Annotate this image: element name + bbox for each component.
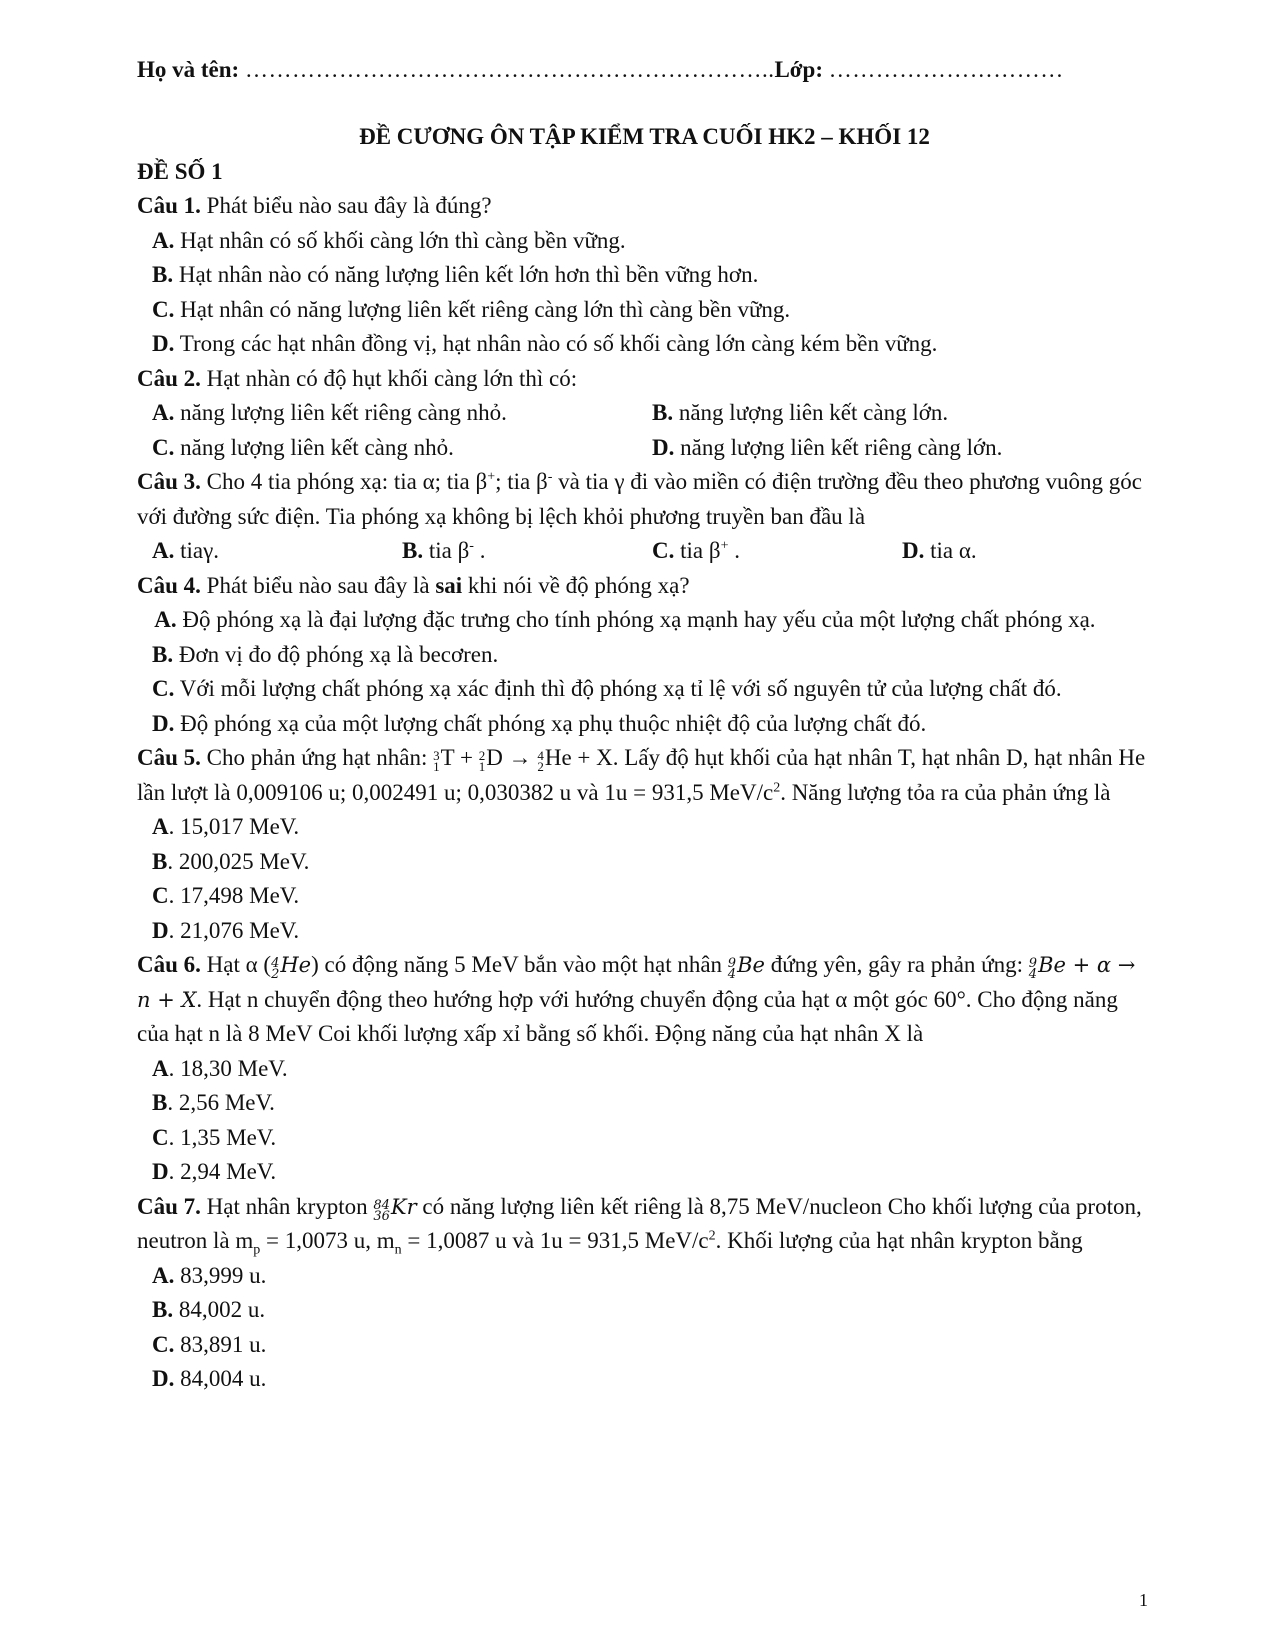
question-1: [137, 189, 1152, 224]
question-4: [137, 569, 1152, 604]
question-text: . Năng lượng tỏa ra của phản ứng là: [780, 779, 1111, 805]
class-label: Lớp:: [774, 57, 823, 82]
q7-option-d[interactable]: D. 84,004 u.: [152, 1366, 267, 1391]
option-text: 83,891 u.: [180, 1331, 267, 1357]
question-emphasis: sai: [435, 572, 463, 598]
q5-option-b[interactable]: B. 200,025 MeV.: [152, 848, 310, 874]
q7-option-c[interactable]: C. 83,891 u.: [152, 1331, 267, 1357]
option-text: năng lượng liên kết riêng càng nhỏ.: [180, 400, 507, 425]
question-label: Câu 6.: [137, 952, 201, 977]
question-text: . Lấy độ hụt khối của hạt nhân T, hạt nhân D, hạt nhân He lần lượt là 0,009106 u; 0,002491 u; 0,030382 u và 1u = 931,5 MeV/c: [137, 745, 1146, 805]
option-text: tia β: [680, 538, 721, 563]
q4-option-c[interactable]: C. Với mỗi lượng chất phóng xạ xác định thì độ phóng xạ tỉ lệ với số nguyên tử của lượng chất đó.: [152, 676, 1062, 701]
helium-nuclide: 4 2 He: [271, 953, 312, 982]
q2-option-a[interactable]: A. năng lượng liên kết riêng càng nhỏ.: [152, 400, 507, 425]
question-text: Cho phản ứng hạt nhân:: [200, 745, 434, 770]
q6-option-b[interactable]: B. 2,56 MeV.: [152, 1090, 275, 1115]
q3-option-a[interactable]: A. tiaγ.: [152, 538, 220, 563]
option-text: Độ phóng xạ của một lượng chất phóng xạ phụ thuộc nhiệt độ của lượng chất đó.: [180, 710, 927, 736]
q6-option-a[interactable]: A. 18,30 MeV.: [152, 1055, 288, 1081]
option-text: Hạt nhân có năng lượng liên kết riêng càng lớn thì càng bền vững.: [180, 296, 791, 322]
q1-option-a[interactable]: A. Hạt nhân có số khối càng lớn thì càng bền vững.: [152, 227, 626, 253]
q1-option-c[interactable]: C. Hạt nhân có năng lượng liên kết riêng càng lớn thì càng bền vững.: [152, 296, 791, 322]
option-text: tia β: [428, 538, 470, 563]
name-label: Họ và tên:: [137, 57, 240, 82]
question-label: Câu 2.: [137, 365, 201, 391]
q3-options-row: [137, 534, 1152, 569]
q4-option-a[interactable]: A. Độ phóng xạ là đại lượng đặc trưng cho tính phóng xạ mạnh hay yếu của một lượng chất phóng xạ.: [154, 607, 1096, 632]
name-field[interactable]: …………………………………………………………..: [244, 57, 775, 82]
class-field[interactable]: …………………………: [828, 57, 1064, 82]
question-text: Hạt nhàn có độ hụt khối càng lớn thì có:: [200, 365, 578, 391]
question-2: [137, 362, 1152, 397]
question-label: Câu 5.: [137, 745, 201, 770]
q5-option-c[interactable]: C. 17,498 MeV.: [152, 883, 300, 908]
question-text: ) có động năng 5 MeV bắn vào một hạt nhân: [311, 952, 728, 977]
option-text: 200,025 MeV.: [178, 848, 310, 874]
option-text: năng lượng liên kết càng lớn.: [678, 400, 949, 425]
question-text: Hạt nhân krypton: [200, 1193, 374, 1219]
page-title: ĐỀ CƯƠNG ÔN TẬP KIỂM TRA CUỐI HK2 – KHỐI 12: [359, 124, 930, 149]
q7-option-b[interactable]: B. 84,002 u.: [152, 1297, 266, 1322]
question-text: Cho 4 tia phóng xạ: tia α; tia β: [200, 469, 488, 494]
question-text: Phát biểu nào sau đây là đúng?: [200, 193, 492, 218]
option-text: Trong các hạt nhân đồng vị, hạt nhân nào có số khối càng lớn càng kém bền vững.: [179, 331, 938, 356]
q2-options-row-2: [137, 431, 1152, 466]
option-text: 1,35 MeV.: [180, 1124, 277, 1150]
question-text: và tia γ đi vào miền có điện trường đều theo phương vuông góc với đường sức điện. Tia phóng xạ không bị lệch khỏi phương truyền ban đầu là: [137, 469, 1142, 529]
option-text: năng lượng liên kết riêng càng lớn.: [680, 434, 1003, 460]
q6-option-d[interactable]: D. 2,94 MeV.: [152, 1159, 277, 1184]
q2-options-row-1: [137, 396, 1152, 431]
q1-option-d[interactable]: D. Trong các hạt nhân đồng vị, hạt nhân nào có số khối càng lớn càng kém bền vững.: [152, 331, 938, 356]
question-label: Câu 3.: [137, 469, 201, 494]
question-text: = 1,0087 u và 1u = 931,5 MeV/c: [401, 1228, 709, 1253]
option-text: tiaγ.: [180, 538, 220, 563]
question-text: khi nói về độ phóng xạ?: [462, 572, 690, 598]
question-text: . Hạt n chuyển động theo hướng hợp với hướng chuyển động của hạt α một góc 60°. Cho động năng của hạt n là 8 MeV Coi khối lượng xấp xỉ bằng số khối. Động năng của hạt nhân X là: [137, 986, 1118, 1046]
option-text: 21,076 MeV.: [180, 917, 300, 943]
document-body: [137, 53, 1152, 1397]
option-text: 2,56 MeV.: [178, 1090, 275, 1115]
page-number: 1: [1139, 1590, 1148, 1610]
question-text: đứng yên, gây ra phản ứng:: [764, 952, 1029, 977]
option-text: 2,94 MeV.: [180, 1159, 277, 1184]
option-text: 83,999 u.: [180, 1262, 267, 1288]
q6-option-c[interactable]: C. 1,35 MeV.: [152, 1124, 277, 1150]
q3-option-b[interactable]: B. tia β- .: [402, 538, 486, 563]
q2-option-b[interactable]: B. năng lượng liên kết càng lớn.: [652, 400, 949, 425]
option-text: 17,498 MeV.: [180, 883, 300, 908]
q5-option-a[interactable]: A. 15,017 MeV.: [152, 814, 300, 839]
question-text: = 1,0073 u, m: [260, 1228, 395, 1253]
option-text: Hạt nhân có số khối càng lớn thì càng bền vững.: [180, 227, 626, 253]
question-3: Câu 3. Cho 4 tia phóng xạ: tia α; tia β+; tia β- và tia γ đi vào miền có điện trường đều theo phương vuông góc với đường sức điện. Tia phóng xạ không bị lệch khỏi phương truyền ban đầu là: [137, 469, 1142, 529]
student-header: [137, 53, 1152, 87]
beryllium-nuclide: 9 4 Be: [727, 953, 765, 982]
question-text: Phát biểu nào sau đây là: [200, 572, 436, 598]
option-text: Độ phóng xạ là đại lượng đặc trưng cho tính phóng xạ mạnh hay yếu của một lượng chất phóng xạ.: [182, 607, 1096, 632]
question-text: Hạt α (: [200, 952, 272, 977]
question-label: Câu 7.: [137, 1193, 201, 1219]
option-text: 84,004 u.: [180, 1366, 267, 1391]
q7-option-a[interactable]: A. 83,999 u.: [152, 1262, 267, 1288]
q2-option-d[interactable]: D. năng lượng liên kết riêng càng lớn.: [652, 434, 1003, 460]
q3-option-c[interactable]: C. tia β+ .: [652, 538, 740, 563]
question-text: . Khối lượng của hạt nhân krypton bằng: [715, 1228, 1083, 1253]
question-label: Câu 4.: [137, 572, 201, 598]
q4-option-d[interactable]: D. Độ phóng xạ của một lượng chất phóng xạ phụ thuộc nhiệt độ của lượng chất đó.: [152, 710, 927, 736]
q4-option-b[interactable]: B. Đơn vị đo độ phóng xạ là becơren.: [152, 641, 499, 667]
q2-option-c[interactable]: C. năng lượng liên kết càng nhỏ.: [152, 434, 454, 460]
question-text: ; tia β: [495, 469, 548, 494]
option-text: Đơn vị đo độ phóng xạ là becơren.: [178, 641, 499, 667]
option-text: Với mỗi lượng chất phóng xạ xác định thì độ phóng xạ tỉ lệ với số nguyên tử của lượng chất đó.: [179, 676, 1062, 701]
option-text: tia α.: [930, 538, 977, 563]
option-text: năng lượng liên kết càng nhỏ.: [180, 434, 454, 460]
question-6: [137, 948, 1152, 1052]
question-text: có năng lượng liên kết riêng là 8,75 MeV/nucleon Cho khối lượng của proton, neutron là m: [137, 1193, 1142, 1253]
option-text: 15,017 MeV.: [180, 814, 300, 839]
question-label: Câu 1.: [137, 193, 201, 218]
option-text: 84,002 u.: [178, 1297, 266, 1322]
q5-option-d[interactable]: D. 21,076 MeV.: [152, 917, 300, 943]
option-text: Hạt nhân nào có năng lượng liên kết lớn hơn thì bền vững hơn.: [178, 262, 759, 287]
q1-option-b[interactable]: B. Hạt nhân nào có năng lượng liên kết lớn hơn thì bền vững hơn.: [152, 262, 759, 287]
krypton-nuclide: 84 36 Kr: [373, 1194, 417, 1224]
reaction-equation: 9 4 Be + α → n + X: [137, 953, 1136, 1012]
q3-option-d[interactable]: D. tia α.: [902, 538, 977, 563]
exam-number: ĐỀ SỐ 1: [137, 158, 223, 184]
option-text: 18,30 MeV.: [180, 1055, 288, 1081]
reaction-equation: 3 1 T + 2 1 D → 4 2 He + X: [433, 745, 613, 774]
question-7: Câu 7. Hạt nhân krypton 84 36 Kr có năng lượng liên kết riêng là 8,75 MeV/nucleon Cho khối lượng của proton, neutron là $m_p = 1,0073$ u, $m_n = 1,0087$ u và 1u = 931,5 MeV/$c^2$. Khối lượng của hạt nhân krypton bằng: [137, 1193, 1142, 1258]
question-5: Câu 5. Cho phản ứng hạt nhân: 3 1 T + 2 1 D → 4 2 He + X. Lấy độ hụt khối của hạt nhân T, hạt nhân D, hạt nhân He lần lượt là 0,009106 u; 0,002491 u; 0,030382 u và 1u = 931,5 MeV/$c^2$. Năng lượng tỏa ra của phản ứng là: [137, 745, 1146, 805]
